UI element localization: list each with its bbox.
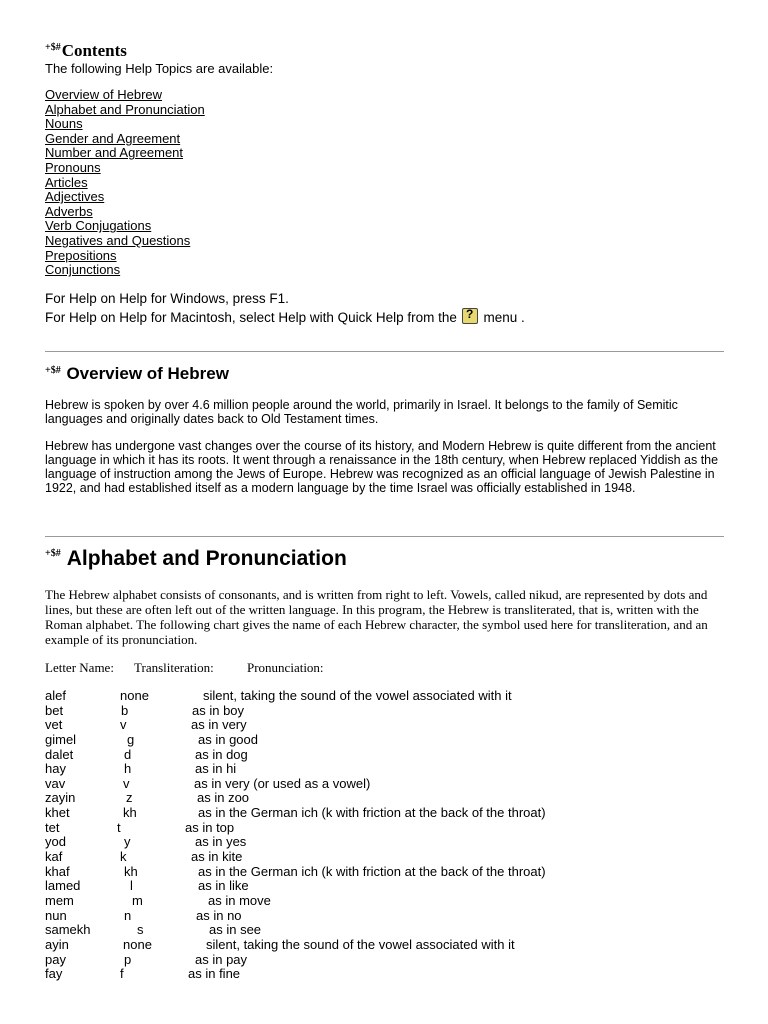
letter-pronunciation: as in see [209, 922, 262, 938]
letter-transliteration: m [132, 892, 143, 908]
topic-link-adjectives[interactable]: Adjectives [45, 189, 105, 205]
letter-row [45, 894, 725, 909]
column-header-transliteration: Transliteration: [134, 660, 214, 675]
letter-pronunciation: as in no [196, 907, 242, 923]
letter-transliteration: k [120, 849, 127, 865]
letter-transliteration: h [124, 761, 132, 777]
letter-transliteration: v [120, 717, 127, 733]
letter-name: lamed [45, 878, 81, 894]
contents-intro: The following Help Topics are available: [45, 61, 274, 76]
footnote-mark: +$# [45, 365, 61, 376]
letter-name: tet [45, 819, 60, 835]
topic-link-verb-conjugations[interactable]: Verb Conjugations [45, 218, 152, 234]
topic-link-pronouns[interactable]: Pronouns [45, 159, 101, 175]
letter-transliteration: y [124, 834, 131, 850]
letter-transliteration: b [121, 702, 129, 718]
alphabet-paragraph: The Hebrew alphabet consists of consonants, and is written from right to left. Vowels, called nikud, are represented by dots and lines, but these are often left out of the written language. In this program, the Hebrew is transliterated, that is, written with the Roman alphabet. The following chart gives the name of each Hebrew character, the symbol used here for transliteration, and an example of its pronunciation. [45, 587, 708, 647]
letter-name: pay [45, 951, 66, 967]
letter-transliteration: f [120, 966, 124, 982]
letter-transliteration: g [127, 731, 135, 747]
contents-heading [45, 41, 127, 61]
letter-pronunciation: as in move [208, 892, 271, 908]
letter-row [45, 850, 725, 865]
letter-transliteration: kh [123, 805, 137, 821]
letter-pronunciation: as in very (or used as a vowel) [194, 775, 371, 791]
topic-link-conjunctions[interactable]: Conjunctions [45, 262, 121, 278]
column-header-letter-name: Letter Name: [45, 660, 114, 675]
letter-pronunciation: as in the German ich (k with friction at the back of the throat) [198, 863, 546, 879]
letter-row [45, 879, 725, 894]
help-mac-after: menu . [483, 310, 525, 325]
letter-transliteration: d [124, 746, 132, 762]
letter-transliteration: p [124, 951, 132, 967]
letter-pronunciation: as in boy [192, 702, 245, 718]
letter-name: hay [45, 761, 66, 777]
letter-row [45, 953, 725, 968]
letter-name: kaf [45, 849, 63, 865]
overview-paragraph-1: Hebrew is spoken by over 4.6 million people around the world, primarily in Israel. It belongs to the family of Semitic languages and originally dates back to Old Testament times. [45, 398, 678, 427]
topic-list [45, 88, 205, 278]
letter-name: khaf [45, 863, 70, 879]
letter-pronunciation: as in the German ich (k with friction at the back of the throat) [198, 805, 546, 821]
topic-link-gender[interactable]: Gender and Agreement [45, 130, 181, 146]
letter-pronunciation: silent, taking the sound of the vowel associated with it [206, 936, 515, 952]
letter-row [45, 806, 725, 821]
letter-row [45, 762, 725, 777]
letter-row [45, 791, 725, 806]
help-mac-before: For Help on Help for Macintosh, select Help with Quick Help from the [45, 310, 457, 325]
overview-heading [45, 364, 229, 384]
overview-paragraph-2: Hebrew has undergone vast changes over the course of its history, and Modern Hebrew is quite different from the ancient language in which it has its roots. It went through a renaissance in the 18th century, when Hebrew replaced Yiddish as the language of instruction among the Jews of Europe. Hebrew was recognized as an official language of Jewish Palestine in 1922, and had established itself as a modern language by the time Israel was officially established in 1948. [45, 439, 719, 496]
letter-name: mem [45, 892, 74, 908]
letter-pronunciation: as in pay [195, 951, 248, 967]
topic-link-adverbs[interactable]: Adverbs [45, 203, 93, 219]
letter-transliteration: z [126, 790, 133, 806]
contents-title: Contents [61, 41, 127, 60]
letter-name: vet [45, 717, 63, 733]
letter-pronunciation: as in top [185, 819, 235, 835]
topic-link-overview[interactable]: Overview of Hebrew [45, 87, 163, 102]
question-mark-help-icon[interactable]: ? [462, 308, 478, 324]
footnote-mark: +$# [45, 42, 61, 53]
letter-row [45, 923, 725, 938]
letter-pronunciation: as in very [191, 717, 247, 733]
letter-name: vav [45, 775, 66, 791]
help-mac-text [45, 308, 525, 325]
letter-row [45, 718, 725, 733]
letter-transliteration: s [137, 922, 144, 938]
letter-name: ayin [45, 936, 69, 952]
alphabet-heading [45, 547, 347, 571]
letter-transliteration: none [120, 688, 149, 703]
letter-name: samekh [45, 922, 91, 938]
letter-pronunciation: as in like [198, 878, 249, 894]
topic-link-negatives[interactable]: Negatives and Questions [45, 232, 191, 248]
letter-pronunciation: as in zoo [197, 790, 250, 806]
letter-transliteration: kh [124, 863, 138, 879]
topic-link-prepositions[interactable]: Prepositions [45, 247, 117, 263]
letter-row [45, 909, 725, 924]
letter-row [45, 967, 725, 982]
letter-pronunciation: as in dog [195, 746, 248, 762]
letter-transliteration: v [123, 775, 130, 791]
letter-name: fay [45, 966, 63, 982]
section-divider [45, 536, 724, 537]
letter-name: khet [45, 805, 70, 821]
letter-row [45, 835, 725, 850]
letter-row [45, 938, 725, 953]
letter-name: yod [45, 834, 66, 850]
letter-row [45, 704, 725, 719]
topic-link-nouns[interactable]: Nouns [45, 116, 83, 132]
alphabet-chart [45, 689, 725, 982]
letter-transliteration: none [123, 936, 152, 952]
topic-link-number[interactable]: Number and Agreement [45, 145, 184, 161]
column-header-pronunciation: Pronunciation: [247, 660, 324, 675]
letter-transliteration: n [124, 907, 132, 923]
letter-pronunciation: as in fine [188, 966, 241, 982]
letter-pronunciation: as in hi [195, 761, 237, 777]
letter-name: dalet [45, 746, 74, 762]
letter-row [45, 748, 725, 763]
letter-name: nun [45, 907, 67, 923]
letter-row [45, 821, 725, 836]
letter-pronunciation: as in yes [195, 834, 247, 850]
letter-name: zayin [45, 790, 76, 806]
letter-name: alef [45, 688, 66, 703]
overview-title: Overview of Hebrew [66, 364, 229, 383]
section-divider [45, 351, 724, 352]
letter-name: gimel [45, 731, 77, 747]
letter-row [45, 865, 725, 880]
letter-row [45, 733, 725, 748]
footnote-mark: +$# [45, 548, 61, 559]
letter-pronunciation: silent, taking the sound of the vowel associated with it [203, 688, 512, 703]
letter-name: bet [45, 702, 64, 718]
letter-row [45, 689, 725, 704]
letter-pronunciation: as in good [198, 731, 258, 747]
topic-link-alphabet[interactable]: Alphabet and Pronunciation [45, 101, 205, 117]
help-windows-text: For Help on Help for Windows, press F1. [45, 291, 289, 306]
letter-row [45, 777, 725, 792]
letter-transliteration: l [130, 878, 133, 894]
letter-pronunciation: as in kite [191, 849, 243, 865]
topic-link-articles[interactable]: Articles [45, 174, 88, 190]
alphabet-title: Alphabet and Pronunciation [66, 547, 347, 570]
letter-transliteration: t [117, 819, 121, 835]
